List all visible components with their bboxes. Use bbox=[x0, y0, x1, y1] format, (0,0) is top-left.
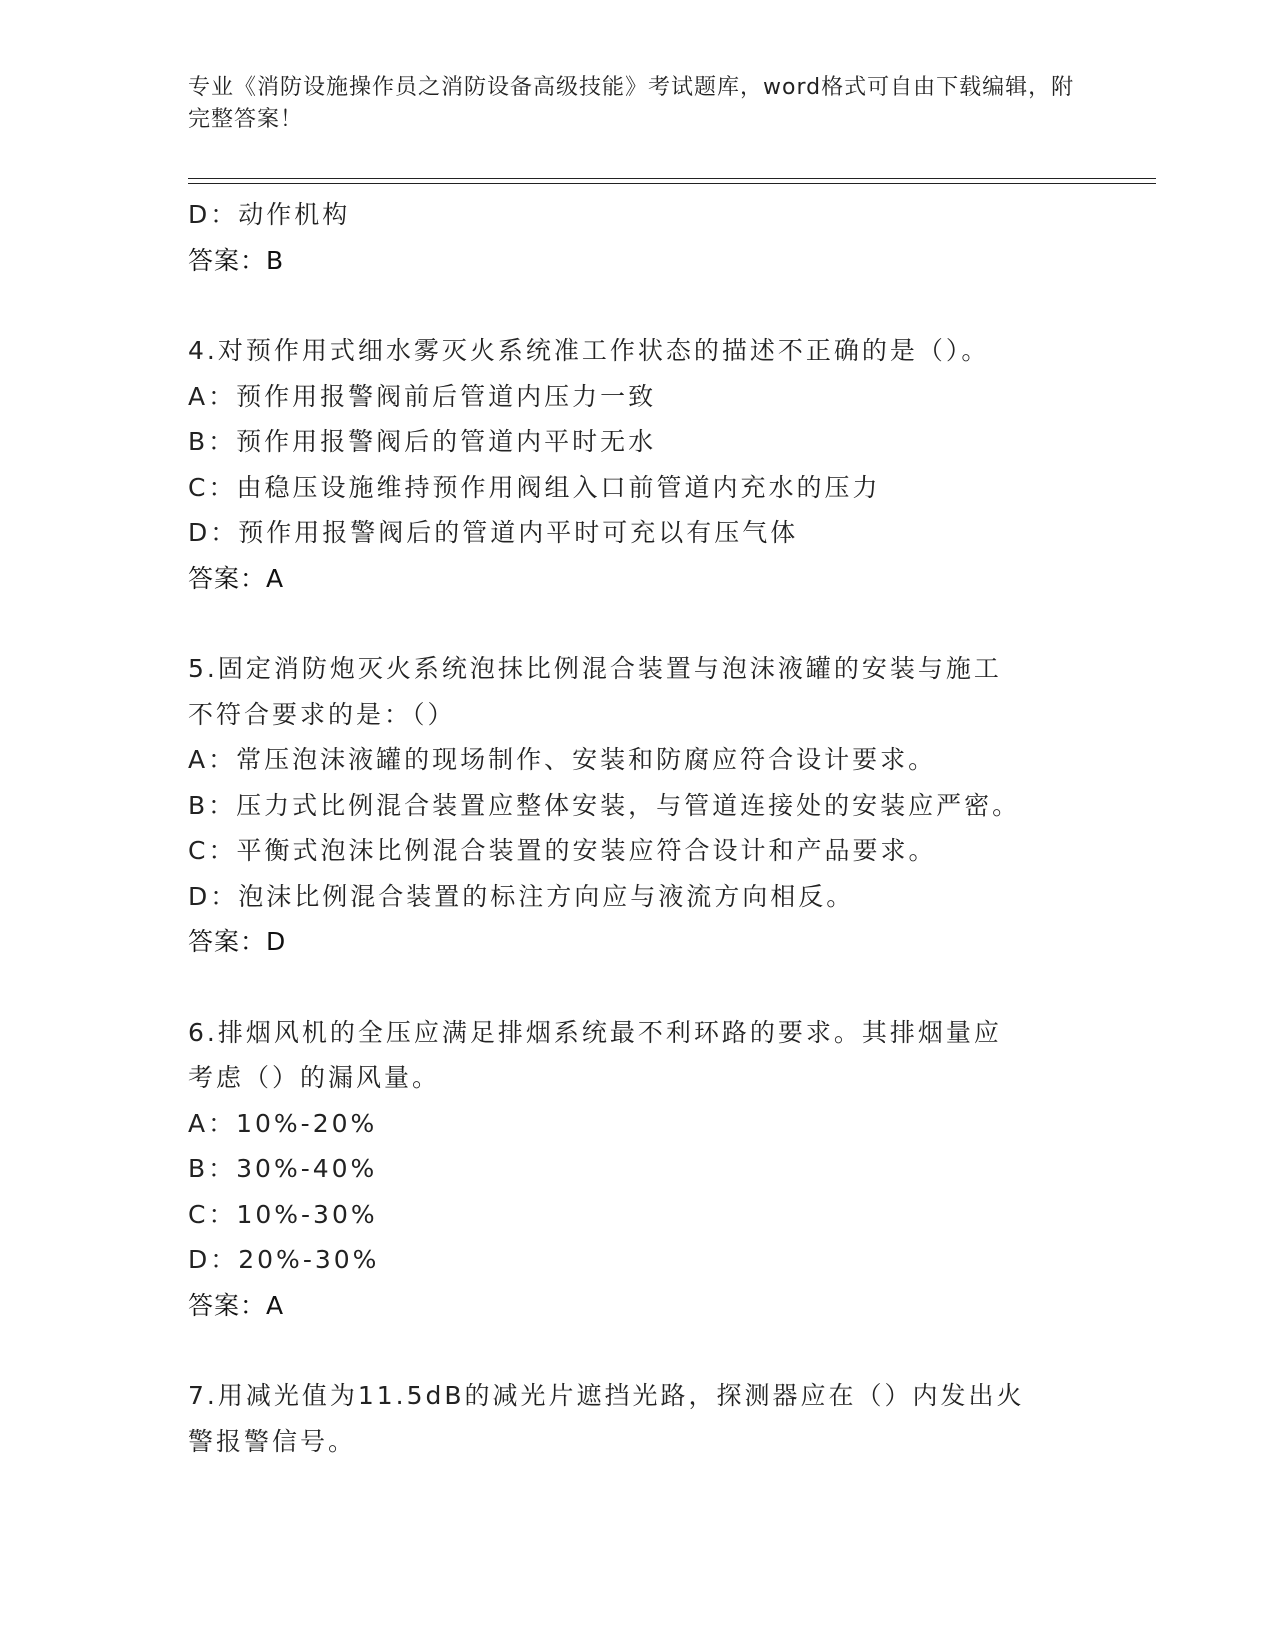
option-b: B：30%-40% bbox=[188, 1154, 378, 1183]
question-5 bbox=[188, 646, 1088, 965]
option-c: C：由稳压设施维持预作用阀组入口前管道内充水的压力 bbox=[188, 472, 881, 502]
option-a: A：预作用报警阀前后管道内压力一致 bbox=[188, 381, 657, 411]
option-b: B：预作用报警阀后的管道内平时无水 bbox=[188, 427, 657, 456]
question-stem: 7.用减光值为11.5dB的减光片遮挡光路，探测器应在（）内发出火警报警信号。 bbox=[188, 1381, 1025, 1456]
option-a: A：10%-20% bbox=[188, 1108, 378, 1138]
question-6 bbox=[188, 1010, 1088, 1329]
answer: 答案：A bbox=[188, 563, 285, 593]
option-d: D：20%-30% bbox=[188, 1245, 380, 1274]
question-stem: 6.排烟风机的全压应满足排烟系统最不利环路的要求。其排烟量应考虑（）的漏风量。 bbox=[188, 1017, 1002, 1092]
option-d: D：动作机构 bbox=[188, 200, 351, 229]
option-c: C：平衡式泡沫比例混合装置的安装应符合设计和产品要求。 bbox=[188, 836, 937, 865]
answer: 答案：A bbox=[188, 1290, 285, 1320]
option-a: A：常压泡沫液罐的现场制作、安装和防腐应符合设计要求。 bbox=[188, 745, 937, 774]
question-list bbox=[188, 192, 1088, 1464]
question-7 bbox=[188, 1373, 1088, 1464]
option-b: B：压力式比例混合装置应整体安装，与管道连接处的安装应严密。 bbox=[188, 790, 1021, 820]
question-3-tail bbox=[188, 192, 1088, 283]
option-d: D：泡沫比例混合装置的标注方向应与液流方向相反。 bbox=[188, 881, 855, 911]
question-stem: 4.对预作用式细水雾灭火系统准工作状态的描述不正确的是（）。 bbox=[188, 336, 990, 365]
answer: 答案：D bbox=[188, 927, 287, 956]
option-c: C：10%-30% bbox=[188, 1199, 378, 1229]
document-header: 专业《消防设施操作员之消防设备高级技能》考试题库，word格式可自由下载编辑，附完整答案！ bbox=[188, 75, 1075, 132]
option-d: D：预作用报警阀后的管道内平时可充以有压气体 bbox=[188, 518, 799, 547]
header-rule-top bbox=[188, 178, 1156, 179]
question-stem: 5.固定消防炮灭火系统泡抹比例混合装置与泡沫液罐的安装与施工不符合要求的是：（） bbox=[188, 654, 1002, 729]
header-rule-bottom bbox=[188, 183, 1156, 184]
question-4 bbox=[188, 328, 1088, 601]
answer: 答案：B bbox=[188, 245, 285, 275]
